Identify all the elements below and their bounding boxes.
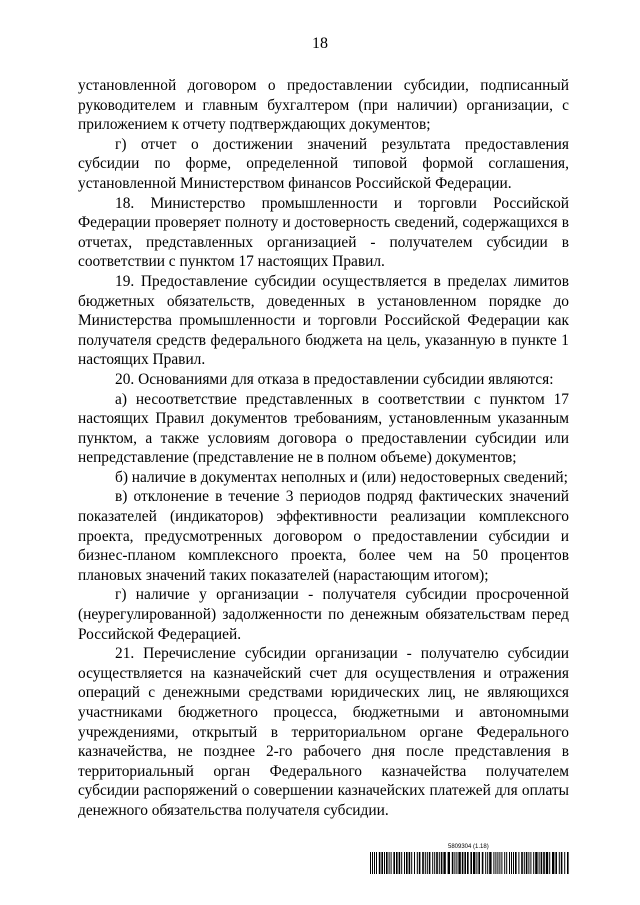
paragraph-20-g: г) наличие у организации - получателя субсидии просроченной (неурегулированной) задолженности по денежным обязательствам перед Российской Федерацией. xyxy=(78,586,569,643)
document-id: 5809304 (1.18) xyxy=(448,844,489,850)
paragraph-20-b: б) наличие в документах неполных и (или) недостоверных сведений; xyxy=(115,468,568,486)
paragraph-20-a: а) несоответствие представленных в соответствии с пунктом 17 настоящих Правил документов требованиям, установленным указанным пунктом, а также условиям договора о предоставлении субсидии или непредставление (представление не в полном объеме) документов; xyxy=(78,390,569,467)
paragraph-continuation: установленной договором о предоставлении субсидии, подписанный руководителем и главным бухгалтером (при наличии) организации, с приложением к отчету подтверждающих документов; xyxy=(78,77,569,134)
paragraph-19: 19. Предоставление субсидии осуществляется в пределах лимитов бюджетных обязательств, доведенных в установленном порядке до Министерства промышленности и торговли Российской Федерации как получателя средств федерального бюджета на цель, указанную в пункте 1 настоящих Правил. xyxy=(78,272,569,369)
paragraph-item-g-report: г) отчет о достижении значений результата предоставления субсидии по форме, определенной типовой формой соглашения, установленной Министерством финансов Российской Федерации. xyxy=(78,135,569,192)
paragraph-18: 18. Министерство промышленности и торговли Российской Федерации проверяет полноту и достоверность сведений, содержащихся в отчетах, представленных организацией - получателем субсидии в соответствии с пунктом 17 настоящих Правил. xyxy=(78,194,569,271)
paragraph-20-v: в) отклонение в течение 3 периодов подряд фактических значений показателей (индикаторов) эффективности реализации комплексного проекта, предусмотренных договором о предоставлении субсидии и бизнес-планом комплексного проекта, более чем на 50 процентов плановых значений таких показателей (нарастающим итогом); xyxy=(78,488,569,584)
paragraph-20: 20. Основаниями для отказа в предоставлении субсидии являются: xyxy=(115,370,554,388)
paragraph-21: 21. Перечисление субсидии организации - получателю субсидии осуществляется на казначейский счет для осуществления и отражения операций с денежными средствами юридических лиц, не являющихся участниками бюджетного процесса, бюджетными и автономными учреждениями, открытый в территориальном органе Федерального казначейства, не позднее 2-го рабочего дня после представления в территориальный орган Федерального казначейства получателем субсидии распоряжений о совершении казначейских платежей для оплаты денежного обязательства получателя субсидии. xyxy=(78,645,569,819)
page-number: 18 xyxy=(312,35,328,52)
barcode-icon xyxy=(370,852,570,874)
document-body xyxy=(78,76,569,821)
